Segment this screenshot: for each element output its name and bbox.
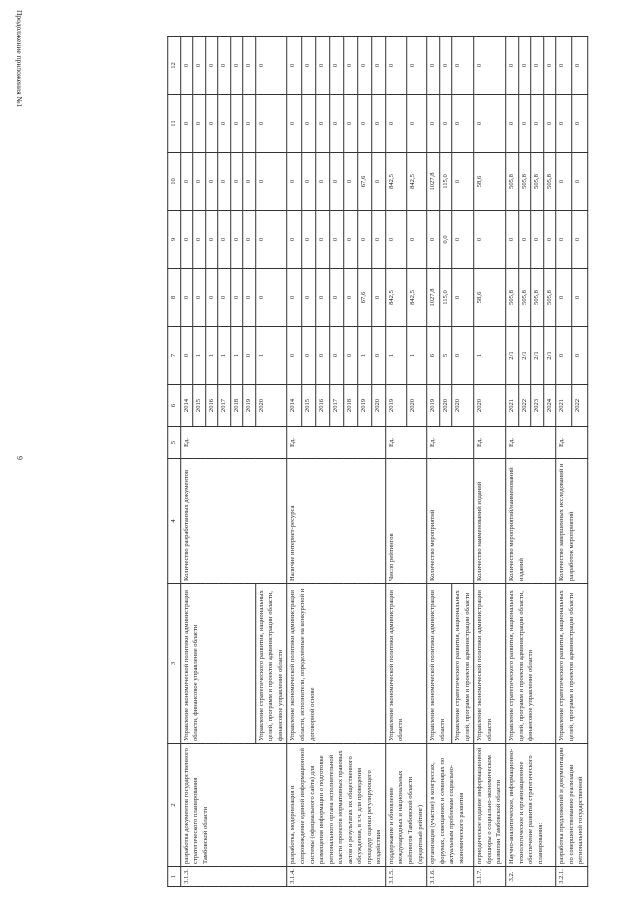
value-cell: 67,6 [358, 153, 372, 211]
table-row [506, 37, 519, 887]
value-cell: 0,0 [439, 211, 452, 269]
value-cell: 0 [372, 327, 386, 385]
value-cell: 0 [474, 95, 506, 153]
value-cell: 0 [218, 153, 231, 211]
value-cell: 0 [427, 95, 440, 153]
header-cell: 5 [168, 427, 181, 459]
header-cell: 2 [168, 744, 181, 867]
executor: Управление экономической политики администрации области [427, 584, 452, 744]
value-cell: 0 [256, 211, 288, 269]
value-cell: 0 [218, 269, 231, 327]
value-cell: 0 [556, 95, 572, 153]
executor: Управление стратегического развития, национальных целей, программ и проектов администрации области [452, 584, 474, 744]
value-cell: 0 [230, 37, 243, 95]
header-cell: 8 [168, 269, 181, 327]
measure-name: разработка предложений и документации по совершенствованию реализации региональной государственной [556, 744, 588, 867]
value-cell: 0 [287, 211, 301, 269]
value-cell: 2/1 [543, 327, 556, 385]
table-body [180, 37, 587, 887]
indicator: Число рейтингов [386, 459, 427, 584]
unit: Ед. [474, 427, 506, 459]
year: 2014 [180, 385, 193, 427]
year: 2015 [301, 385, 315, 427]
value-cell: 0 [315, 211, 329, 269]
value-cell: 0 [572, 153, 588, 211]
value-cell: 0 [315, 269, 329, 327]
measure-name: организация (участие) в конгрессах, форумах, совещаниях и семинарах по актуальным проблемам социально-экономического развития [427, 744, 474, 867]
value-cell: 0 [329, 327, 343, 385]
value-cell: 0 [243, 153, 256, 211]
value-cell: 0 [243, 327, 256, 385]
value-cell: 0 [180, 211, 193, 269]
row-number: 3.1.7. [474, 867, 506, 887]
value-cell: 0 [315, 95, 329, 153]
year: 2020 [439, 385, 452, 427]
value-cell: 0 [256, 269, 288, 327]
year: 2020 [256, 385, 288, 427]
value-cell: 0 [180, 95, 193, 153]
value-cell: 0 [205, 269, 218, 327]
year: 2016 [315, 385, 329, 427]
value-cell: 0 [230, 153, 243, 211]
value-cell: 0 [556, 269, 572, 327]
value-cell: 0 [518, 37, 531, 95]
year: 2018 [230, 385, 243, 427]
executor: Управление стратегического развития, национальных целей, программ и проектов администрации области [556, 584, 588, 744]
value-cell: 0 [358, 95, 372, 153]
value-cell: 0 [243, 37, 256, 95]
value-cell: 0 [329, 37, 343, 95]
value-cell: 0 [256, 95, 288, 153]
value-cell: 0 [518, 95, 531, 153]
value-cell: 0 [406, 37, 427, 95]
value-cell: 0 [452, 37, 474, 95]
year: 2023 [531, 385, 544, 427]
table-row [427, 37, 440, 887]
value-cell: 0 [372, 37, 386, 95]
year: 2020 [452, 385, 474, 427]
value-cell: 0 [329, 95, 343, 153]
indicator: Количество мероприятий [427, 459, 474, 584]
indicator: Количество наименований изданий [474, 459, 506, 584]
unit: Ед. [287, 427, 385, 459]
value-cell: 0 [218, 211, 231, 269]
value-cell: 1 [193, 327, 206, 385]
value-cell: 0 [301, 327, 315, 385]
unit: Ед. [386, 427, 427, 459]
indicator: Количество завершенных исследований и разработок мероприятий [556, 459, 588, 584]
value-cell: 0 [531, 211, 544, 269]
value-cell: 0 [193, 95, 206, 153]
value-cell: 842,5 [386, 269, 407, 327]
indicator: Количество мероприятий/наименований изданий [506, 459, 556, 584]
value-cell: 0 [287, 95, 301, 153]
value-cell: 1027,8 [427, 153, 440, 211]
value-cell: 0 [205, 37, 218, 95]
value-cell: 505,8 [518, 269, 531, 327]
value-cell: 0 [218, 37, 231, 95]
value-cell: 505,8 [531, 153, 544, 211]
value-cell: 0 [301, 269, 315, 327]
value-cell: 0 [506, 37, 519, 95]
value-cell: 0 [572, 327, 588, 385]
value-cell: 0 [287, 153, 301, 211]
header-cell: 3 [168, 584, 181, 744]
year: 2019 [386, 385, 407, 427]
header-cell: 10 [168, 153, 181, 211]
value-cell: 0 [315, 37, 329, 95]
value-cell: 58,6 [474, 153, 506, 211]
value-cell: 0 [372, 153, 386, 211]
value-cell: 0 [301, 37, 315, 95]
unit: Ед. [180, 427, 287, 459]
year: 2021 [556, 385, 572, 427]
value-cell: 842,5 [406, 153, 427, 211]
header-cell: 4 [168, 459, 181, 584]
value-cell: 2/1 [518, 327, 531, 385]
value-cell: 1 [406, 327, 427, 385]
header-cell: 7 [168, 327, 181, 385]
value-cell: 0 [452, 153, 474, 211]
year: 2015 [193, 385, 206, 427]
year: 2021 [506, 385, 519, 427]
executor: Управление стратегического развития, национальных целей, программ и проектов администрации области, финансовое управление области [256, 584, 288, 744]
value-cell: 115,0 [439, 269, 452, 327]
value-cell: 0 [556, 153, 572, 211]
value-cell: 1 [474, 327, 506, 385]
value-cell: 1 [358, 327, 372, 385]
value-cell: 1 [230, 327, 243, 385]
value-cell: 0 [301, 153, 315, 211]
header-cell: 12 [168, 37, 181, 95]
value-cell: 0 [452, 327, 474, 385]
measure-name: Научно-аналитическое, информационно-технологическое и организационное обеспечение развития стратегического планирования: [506, 744, 556, 867]
row-number: 3.1.3. [180, 867, 287, 887]
header-cell: 11 [168, 95, 181, 153]
table-row [474, 37, 506, 887]
value-cell: 0 [406, 211, 427, 269]
value-cell: 0 [474, 211, 506, 269]
value-cell: 0 [329, 153, 343, 211]
value-cell: 0 [343, 37, 357, 95]
value-cell: 0 [556, 211, 572, 269]
indicator: Наличие интернет-ресурса [287, 459, 385, 584]
value-cell: 842,5 [386, 153, 407, 211]
header-cell: 6 [168, 385, 181, 427]
value-cell: 0 [301, 211, 315, 269]
value-cell: 0 [572, 269, 588, 327]
executor: Управление стратегического развития, национальных целей, программ и проектов администрации области, финансовое управление области [506, 584, 556, 744]
value-cell: 0 [343, 95, 357, 153]
value-cell: 0 [427, 211, 440, 269]
measure-name: поддержание и обновление международных и национальных рейтингов Тамбовской области (кредитный рейтинг) [386, 744, 427, 867]
year: 2017 [329, 385, 343, 427]
value-cell: 0 [386, 37, 407, 95]
value-cell: 0 [180, 269, 193, 327]
value-cell: 505,8 [543, 269, 556, 327]
value-cell: 0 [180, 327, 193, 385]
header-cell: 9 [168, 211, 181, 269]
value-cell: 0 [343, 327, 357, 385]
year: 2019 [358, 385, 372, 427]
indicator: Количество разработанных документов [180, 459, 287, 584]
value-cell: 1 [218, 327, 231, 385]
value-cell: 505,8 [506, 153, 519, 211]
year: 2019 [427, 385, 440, 427]
value-cell: 0 [205, 153, 218, 211]
value-cell: 1 [205, 327, 218, 385]
header-cell: 1 [168, 867, 181, 887]
value-cell: 0 [439, 37, 452, 95]
unit: Ед. [556, 427, 588, 459]
value-cell: 0 [358, 37, 372, 95]
value-cell: 1 [386, 327, 407, 385]
value-cell: 0 [452, 269, 474, 327]
value-cell: 0 [531, 37, 544, 95]
row-number: 3.2. [506, 867, 556, 887]
value-cell: 0 [329, 211, 343, 269]
year: 2020 [474, 385, 506, 427]
table-row [556, 37, 572, 887]
value-cell: 505,8 [531, 269, 544, 327]
value-cell: 2/1 [506, 327, 519, 385]
value-cell: 0 [572, 37, 588, 95]
value-cell: 0 [180, 37, 193, 95]
value-cell: 0 [218, 95, 231, 153]
value-cell: 0 [531, 95, 544, 153]
row-number: 3.1.4. [287, 867, 385, 887]
value-cell: 0 [287, 269, 301, 327]
year: 2018 [343, 385, 357, 427]
row-number: 3.2.1. [556, 867, 588, 887]
value-cell: 0 [358, 211, 372, 269]
value-cell: 0 [243, 269, 256, 327]
header-number-row [168, 37, 181, 887]
value-cell: 2/1 [531, 327, 544, 385]
value-cell: 0 [386, 95, 407, 153]
year: 2022 [572, 385, 588, 427]
year: 2017 [218, 385, 231, 427]
measure-name: периодическое издание информационной брошюры о социально-экономическом развитии Тамбовской области [474, 744, 506, 867]
value-cell: 0 [193, 37, 206, 95]
year: 2016 [205, 385, 218, 427]
year: 2019 [243, 385, 256, 427]
value-cell: 0 [301, 95, 315, 153]
value-cell: 505,8 [506, 269, 519, 327]
value-cell: 0 [180, 153, 193, 211]
value-cell: 0 [518, 211, 531, 269]
value-cell: 115,0 [439, 153, 452, 211]
value-cell: 0 [543, 95, 556, 153]
value-cell: 505,8 [543, 153, 556, 211]
table-row [287, 37, 301, 887]
running-header: Продолжение приложения №1 [15, 10, 24, 108]
value-cell: 505,8 [518, 153, 531, 211]
row-number: 3.1.6. [427, 867, 474, 887]
value-cell: 0 [205, 211, 218, 269]
value-cell: 842,5 [406, 269, 427, 327]
value-cell: 0 [329, 269, 343, 327]
page-number: 9 [15, 456, 24, 460]
measure-name: разработка документов государственного стратегического планирования Тамбовской области [180, 744, 287, 867]
unit: Ед. [506, 427, 556, 459]
value-cell: 0 [372, 211, 386, 269]
value-cell: 0 [230, 269, 243, 327]
value-cell: 0 [343, 211, 357, 269]
value-cell: 0 [556, 327, 572, 385]
value-cell: 0 [506, 95, 519, 153]
value-cell: 0 [287, 327, 301, 385]
value-cell: 0 [452, 95, 474, 153]
value-cell: 0 [427, 37, 440, 95]
value-cell: 58,6 [474, 269, 506, 327]
value-cell: 0 [543, 211, 556, 269]
value-cell: 0 [315, 153, 329, 211]
row-number: 3.1.5. [386, 867, 427, 887]
value-cell: 0 [572, 95, 588, 153]
value-cell: 0 [406, 95, 427, 153]
year: 2024 [543, 385, 556, 427]
value-cell: 5 [439, 327, 452, 385]
value-cell: 0 [343, 269, 357, 327]
year: 2022 [518, 385, 531, 427]
value-cell: 0 [474, 37, 506, 95]
table-row [386, 37, 407, 887]
value-cell: 0 [256, 37, 288, 95]
value-cell: 1027,8 [427, 269, 440, 327]
value-cell: 0 [230, 211, 243, 269]
value-cell: 0 [452, 211, 474, 269]
value-cell: 0 [193, 269, 206, 327]
value-cell: 0 [372, 269, 386, 327]
value-cell: 0 [439, 95, 452, 153]
value-cell: 67,6 [358, 269, 372, 327]
year: 2020 [372, 385, 386, 427]
value-cell: 0 [287, 37, 301, 95]
value-cell: 0 [343, 153, 357, 211]
value-cell: 0 [506, 211, 519, 269]
value-cell: 0 [230, 95, 243, 153]
table-row [180, 37, 193, 887]
executor: Управление экономической политики администрации области [386, 584, 427, 744]
value-cell: 0 [193, 211, 206, 269]
value-cell: 0 [243, 211, 256, 269]
measure-name: разработка, модернизация и сопровождение единой информационной системы (официального сайта) для размещения информации о подготовке регионального органа исполнительной власти проектов нормативных правовых актов и результатах их общественного обсуждения, в т.ч. для проведения процедур оценки регулирующего воздействия [287, 744, 385, 867]
value-cell: 0 [205, 95, 218, 153]
executor: Управление экономической политики администрации области, финансовое управление области [180, 584, 255, 744]
value-cell: 6 [427, 327, 440, 385]
executor: Управление экономической политики администрации области, исполнители, определенные на конкурсной и договорной основе [287, 584, 385, 744]
year: 2014 [287, 385, 301, 427]
value-cell: 0 [315, 327, 329, 385]
year: 2020 [406, 385, 427, 427]
value-cell: 0 [556, 37, 572, 95]
value-cell: 0 [243, 95, 256, 153]
value-cell: 0 [543, 37, 556, 95]
value-cell: 0 [572, 211, 588, 269]
program-measures-table [167, 36, 588, 887]
unit: Ед. [427, 427, 474, 459]
value-cell: 0 [193, 153, 206, 211]
value-cell: 0 [256, 153, 288, 211]
executor: Управление экономической политики администрации области [474, 584, 506, 744]
value-cell: 1 [256, 327, 288, 385]
value-cell: 0 [372, 95, 386, 153]
value-cell: 0 [386, 211, 407, 269]
